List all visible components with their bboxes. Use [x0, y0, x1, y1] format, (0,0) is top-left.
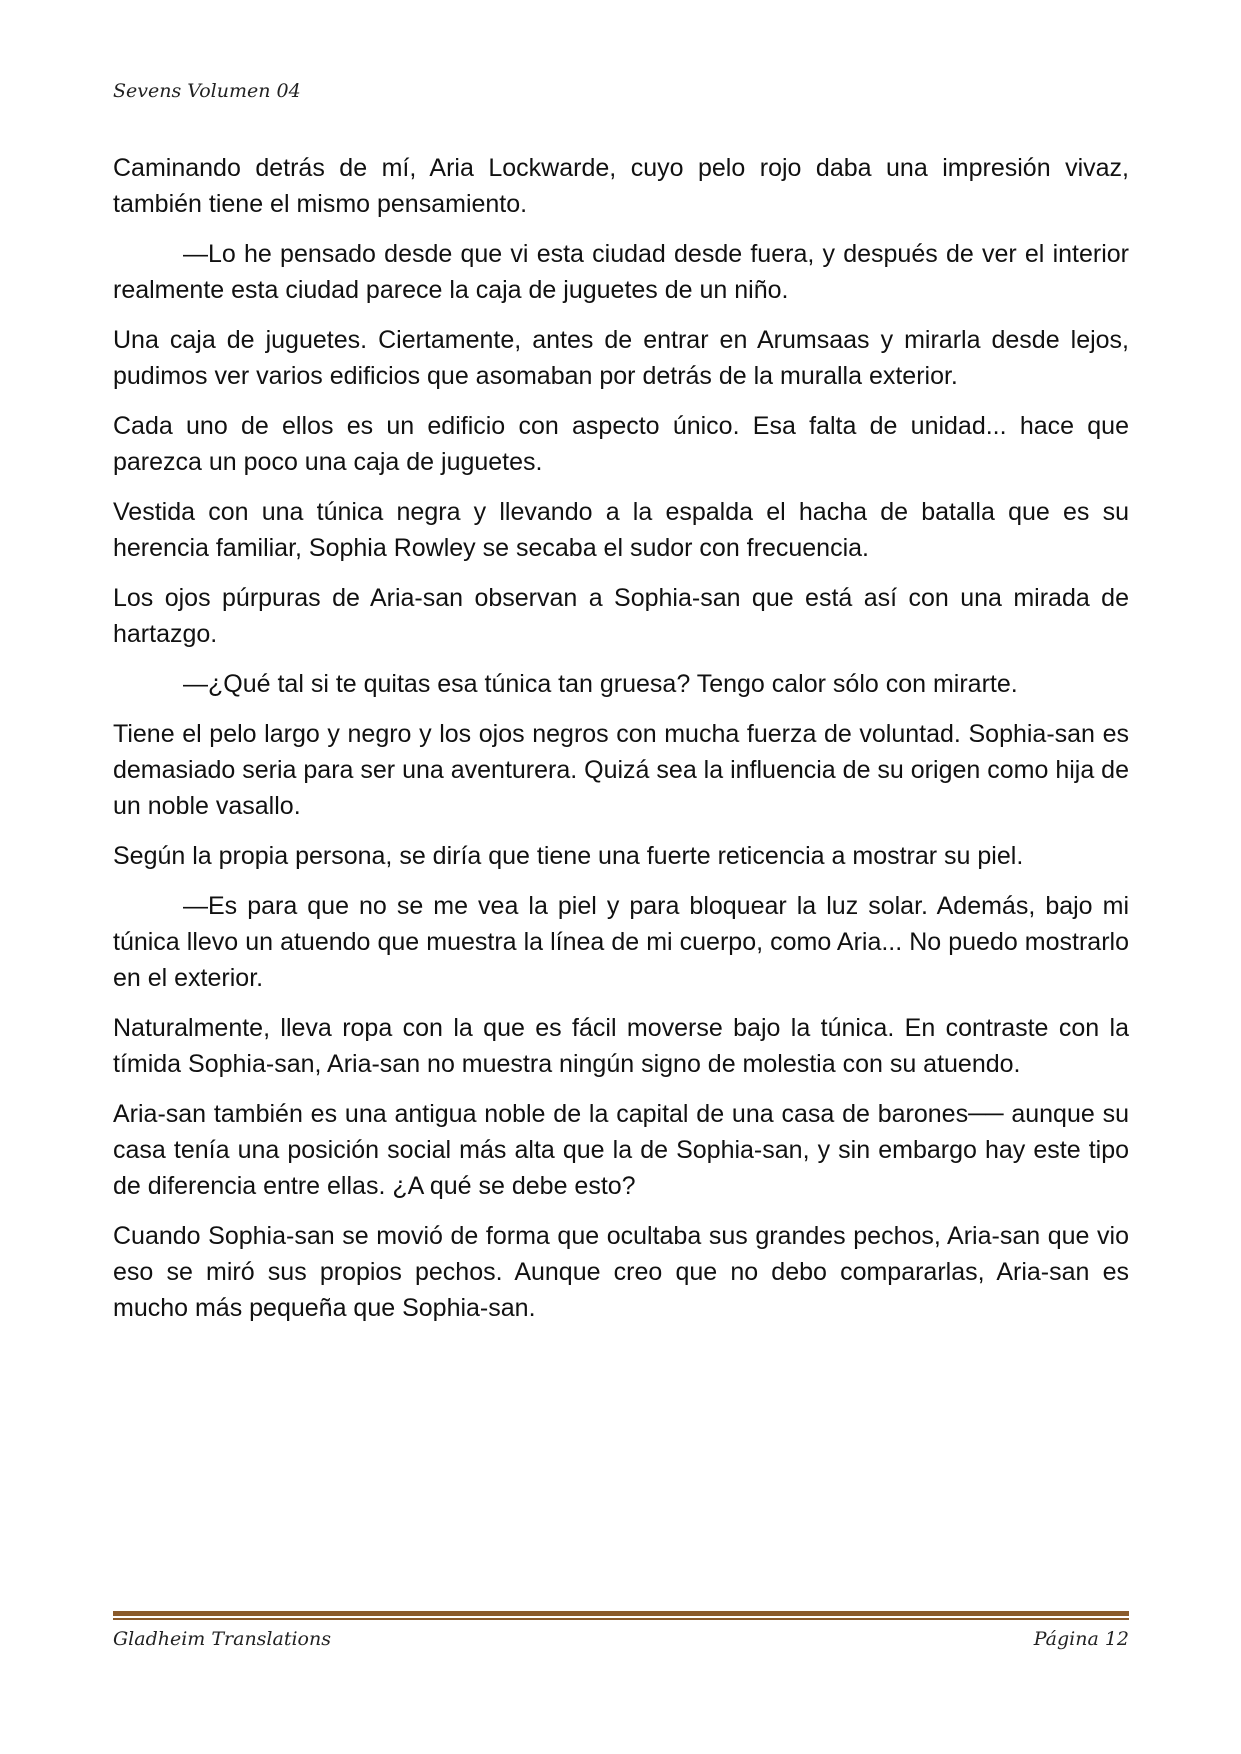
paragraph: Una caja de juguetes. Ciertamente, antes de entrar en Arumsaas y mirarla desde lejos, pudimos ver varios edificios que asomaban por detrás de la muralla exterior. [113, 326, 1129, 390]
page-number: Página 12 [1033, 1628, 1129, 1650]
paragraph: Vestida con una túnica negra y llevando a la espalda el hacha de batalla que es su herencia familiar, Sophia Rowley se secaba el sudor con frecuencia. [113, 498, 1129, 562]
footer-publisher: Gladheim Translations [113, 1628, 331, 1650]
dialog-paragraph: —¿Qué tal si te quitas esa túnica tan gruesa? Tengo calor sólo con mirarte. [183, 670, 1018, 698]
paragraph: Cuando Sophia-san se movió de forma que ocultaba sus grandes pechos, Aria-san que vio eso se miró sus propios pechos. Aunque creo que no debo compararlas, Aria-san es mucho más pequeña que Sophia-san. [113, 1222, 1129, 1322]
page-body [113, 150, 1129, 1340]
running-header: Sevens Volumen 04 [113, 80, 301, 102]
running-footer [113, 1628, 1129, 1650]
paragraph: Caminando detrás de mí, Aria Lockwarde, cuyo pelo rojo daba una impresión vivaz, también tiene el mismo pensamiento. [113, 154, 1129, 218]
footer-divider-thick [113, 1611, 1129, 1616]
paragraph: Naturalmente, lleva ropa con la que es fácil moverse bajo la túnica. En contraste con la tímida Sophia-san, Aria-san no muestra ningún signo de molestia con su atuendo. [113, 1014, 1129, 1078]
footer-divider-thin [113, 1618, 1129, 1620]
dialog-paragraph: —Lo he pensado desde que vi esta ciudad desde fuera, y después de ver el interior realmente esta ciudad parece la caja de juguetes de un niño. [113, 240, 1129, 304]
paragraph: Los ojos púrpuras de Aria-san observan a Sophia-san que está así con una mirada de hartazgo. [113, 584, 1129, 648]
paragraph: Tiene el pelo largo y negro y los ojos negros con mucha fuerza de voluntad. Sophia-san es demasiado seria para ser una aventurera. Quizá sea la influencia de su origen como hija de un noble vasallo. [113, 720, 1129, 820]
paragraph: Aria-san también es una antigua noble de la capital de una casa de barones── aunque su casa tenía una posición social más alta que la de Sophia-san, y sin embargo hay este tipo de diferencia entre ellas. ¿A qué se debe esto? [113, 1100, 1129, 1200]
paragraph: Cada uno de ellos es un edificio con aspecto único. Esa falta de unidad... hace que parezca un poco una caja de juguetes. [113, 412, 1129, 476]
dialog-paragraph: —Es para que no se me vea la piel y para bloquear la luz solar. Además, bajo mi túnica llevo un atuendo que muestra la línea de mi cuerpo, como Aria... No puedo mostrarlo en el exterior. [113, 892, 1129, 992]
footer-divider [113, 1611, 1129, 1620]
paragraph: Según la propia persona, se diría que tiene una fuerte reticencia a mostrar su piel. [113, 842, 1024, 870]
